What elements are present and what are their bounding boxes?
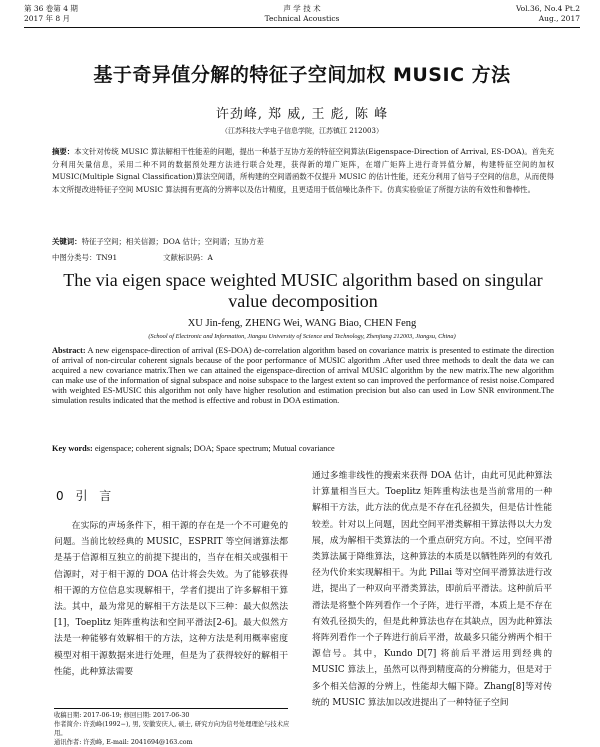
paper-title-cn: 基于奇异值分解的特征子空间加权 MUSIC 方法 — [93, 64, 511, 86]
journal-name-cn: 声 学 技 术 — [283, 4, 321, 13]
body-column-right — [312, 468, 552, 711]
abstract-en — [52, 346, 554, 407]
affiliation-en: (School of Electronic and Information, Jiangsu University of Science and Technology, Zhenjiang 212003, Jiangsu, China) — [148, 333, 456, 340]
abstract-cn-label: 摘要： — [52, 147, 75, 156]
volume-issue: 第 36 卷第 4 期 — [24, 4, 78, 13]
footnote-rule — [54, 708, 288, 709]
paragraph: 在实际的声场条件下，相干源的存在是一个不可避免的问题。当前比较经典的 MUSIC，ESPRIT 等空间谱算法都是基于信源相互独立的前提下提出的，当存在相关或强相干信源时，对于相干源的 DOA 估计将会失效。为了能够获得相干源的方位信息实现解相干，学者们提出了许多解相干算法。其中，最为常见的解相干方法是以下三种：最大似然法[1]，Toeplitz 矩阵重构法和空间平滑法[2-6]。最大似然方法是一种能够有效解相干的方法，这种方法是利用概率密度模型对相干源数据来进行处理，但是为了获得较好的解相干性能，此种算法需要 — [54, 521, 288, 677]
keywords-en — [52, 444, 554, 453]
keywords-cn-label: 关键词： — [52, 237, 82, 246]
issue-date-en: Aug., 2017 — [538, 14, 580, 23]
volume-issue-en: Vol.36, No.4 Pt.2 — [515, 4, 580, 13]
clc-number: 中图分类号：TN91 — [52, 253, 118, 262]
section-heading: 0 引 言 — [56, 489, 116, 503]
author-bio: 作者简介: 许劲峰(1992−), 男, 安徽安庆人, 硕士, 研究方向为信号处理理论与技术应用。 — [54, 721, 290, 737]
issue-info-right — [516, 4, 580, 24]
issue-date: 2017 年 8 月 — [24, 14, 71, 23]
body-column-left — [54, 518, 288, 680]
paragraph: 通过多维非线性的搜索来获得 DOA 估计，由此可见此种算法计算量相当巨大。Toeplitz 矩阵重构法也是当前常用的一种解相干方法，此方法的优点是不存在孔径损失，但是估计性能较差。针对以上问题，因此空间平滑类解相干算法得以大力发展，成为解相干类算法的一个重点研究方向。不过，空间平滑类算法属于降维算法，这种算法的本质是以牺牲阵列的有效孔径为代价来实现解相干。为此 Pillai 等对空间平滑算法进行改进，提出了一种双向平滑类算法，即前后平滑法。这种前后平滑法是将整个阵列看作一个子阵，进行平滑，本质上是不存在有效孔径损失的，但是此种算法也存在其缺点，因为此种算法将阵列看作一个子阵进行前后平滑，故最多只能分辨两个相干源信号。其中，Kundo D[7] 将前后平滑运用到经典的 MUSIC 算法上，虽然可以得到精度高的分辨能力，但是对于多个相关信源的分辨上，性能却大幅下降。Zhang[8]等对传统的 MUSIC 算法加以改进提出了一种特征子空间 — [312, 471, 552, 708]
classification-line — [52, 252, 554, 263]
keywords-en-text: eigenspace; coherent signals; DOA; Space spectrum; Mutual covariance — [92, 444, 335, 453]
journal-name-en: Technical Acoustics — [264, 14, 340, 23]
running-header — [24, 4, 580, 26]
document-code: 文献标识码：A — [163, 253, 213, 262]
paper-title-en: The via eigen space weighted MUSIC algorithm based on singular value decomposition — [63, 270, 543, 311]
journal-name — [24, 4, 580, 24]
abstract-cn-text: 本文针对传统 MUSIC 算法解相干性能差的问题，提出一种基于互协方差的特征空间算法(Eigenspace-Direction of Arrival, ES-DOA)。首先充分利用矢量信息，采用二种不同的数据预处理方法进行联合处理，获得新的增广矩阵，在增广矩阵上进行奇异值分解，构建特征空间的加权 MUSIC(Multiple Signal Classification)算法空间谱，所构建的空间谱函数不仅提升 MUSIC 的估计性能，还充分利用了信号子空间的信息，从而使得本文所提改进特征子空间 MUSIC 算法拥有更高的分辨率以及估计精度，且更适用于低信噪比条件下。仿真实验验证了所提方法的有效性和鲁棒性。 — [52, 147, 554, 194]
authors-cn: 许劲峰, 郑 威, 王 彪, 陈 峰 — [215, 107, 389, 122]
keywords-cn-text: 特征子空间；相关信源；DOA 估计；空间谱；互协方差 — [81, 237, 264, 246]
affiliation-cn: （江苏科技大学电子信息学院，江苏镇江 212003） — [221, 127, 383, 135]
header-rule — [24, 27, 580, 28]
abstract-en-text: A new eigenspace-direction of arrival (ES-DOA) de-correlation algorithm based on covariance matrix is presented to estimate the direction of arrival of non-circular coherent signals because of the poor performance of MUSIC algorithm .After used three methods to dealt the data we can acquired a new covariance matrix.Then we can attained the eigenspace-direction of arrival MUSIC algorithm by the new matrix.The new algorithm can make use of the information of signal subspace and noise subspace to the largest extent so can improved the performance of resist noise.Compared with weighted ES-MUSIC this algorithm not only have higher resolution and estimation precision but also can used in Low SNR environment.The simulation results indicated that the method is effective and robust in DOA estimation. — [52, 346, 554, 406]
authors-en: XU Jin-feng, ZHENG Wei, WANG Biao, CHEN Feng — [187, 318, 417, 329]
received-date: 收稿日期: 2017-06-19; 修回日期: 2017-06-30 — [54, 712, 190, 719]
abstract-en-label: Abstract: — [52, 346, 86, 355]
contact: 通讯作者: 许劲峰, E-mail: 2041694@163.com — [54, 739, 193, 746]
keywords-en-label: Key words: — [52, 444, 93, 453]
keywords-cn — [52, 236, 554, 247]
abstract-cn — [52, 146, 554, 196]
footnote — [54, 711, 294, 747]
